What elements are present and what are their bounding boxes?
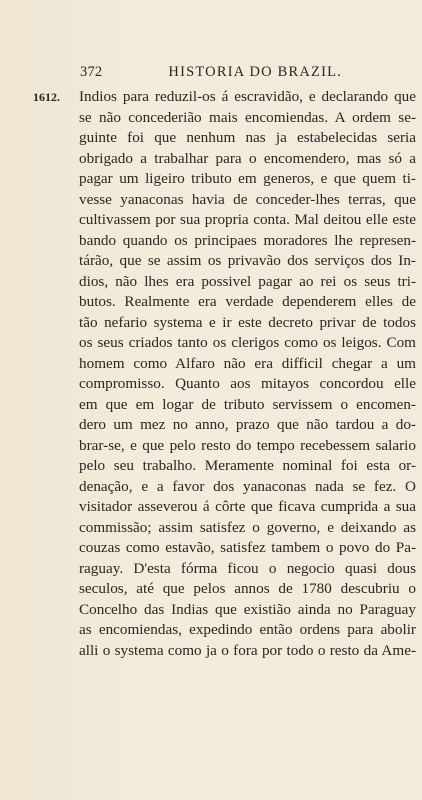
text-line: compromisso. Quanto aos mitayos concordou elle — [79, 375, 416, 392]
text-line: guinte foi que nenhum nas ja estabelecidas seria — [79, 129, 416, 146]
text-line: se não concederião mais encomiendas. A ordem se- — [79, 108, 416, 126]
text-line: Concelho das Indias que existião ainda no Paraguay — [79, 600, 416, 618]
text-line: butos. Realmente era verdade dependerem elles de — [79, 293, 416, 310]
text-line: commissão; assim satisfez o governo, e deixando as — [79, 518, 416, 536]
text-line: em que em logar de tributo servissem o encomen- — [79, 395, 416, 413]
text-line: denação, e a favor dos yanaconas nada se fez. O — [79, 477, 416, 495]
text-line: pelo seu trabalho. Meramente nominal foi esta or- — [79, 457, 416, 474]
text-line: Indios para reduzil-os á escravidão, e declarando que — [79, 88, 416, 105]
text-line: obrigado a trabalhar para o encomendero, mas só a — [79, 149, 416, 167]
text-line: alli o systema como ja o fora por todo o resto da Ame- — [79, 641, 416, 659]
text-line: tárão, que se assim os privavão dos serviços dos In- — [79, 252, 416, 269]
text-line: visitador asseverou á côrte que ficava cumprida a sua — [79, 498, 416, 515]
body-text — [79, 87, 416, 661]
page-number: 372 — [80, 64, 103, 80]
text-line: os seus criados tanto os clerigos como os leigos. Com — [79, 334, 416, 351]
text-line: tão nefario systema e ir este decreto privar de todos — [79, 313, 416, 331]
text-line: dios, não lhes era possivel pagar ao rei os seus tri- — [79, 272, 416, 290]
text-line: vesse yanaconas havia de conceder-lhes terras, que — [79, 190, 416, 208]
text-line: seculos, até que pelos annos de 1780 descubriu o — [79, 580, 416, 597]
margin-year: 1612. — [33, 90, 60, 104]
text-line: bando quando os principaes moradores lhe represen- — [79, 231, 416, 249]
text-line: pagar um ligeiro tributo em generos, e que quem ti- — [79, 170, 416, 187]
text-line: dero um mez no anno, prazo que não tardou a do- — [79, 416, 416, 433]
text-line: raguay. D'esta fórma ficou o negocio quasi dous — [79, 559, 416, 577]
running-header — [80, 64, 342, 81]
text-line: couzas como estavão, satisfez tambem o povo do Pa- — [79, 539, 416, 556]
text-line: cultivassem por sua propria conta. Mal deitou elle este — [79, 211, 416, 228]
text-line: homem como Alfaro não era difficil chegar a um — [79, 354, 416, 372]
text-line: as encomiendas, expedindo então ordens para abolir — [79, 621, 416, 638]
text-line: brar-se, e que pelo resto do tempo recebessem salario — [79, 436, 416, 454]
running-title: HISTORIA DO BRAZIL. — [168, 64, 342, 80]
